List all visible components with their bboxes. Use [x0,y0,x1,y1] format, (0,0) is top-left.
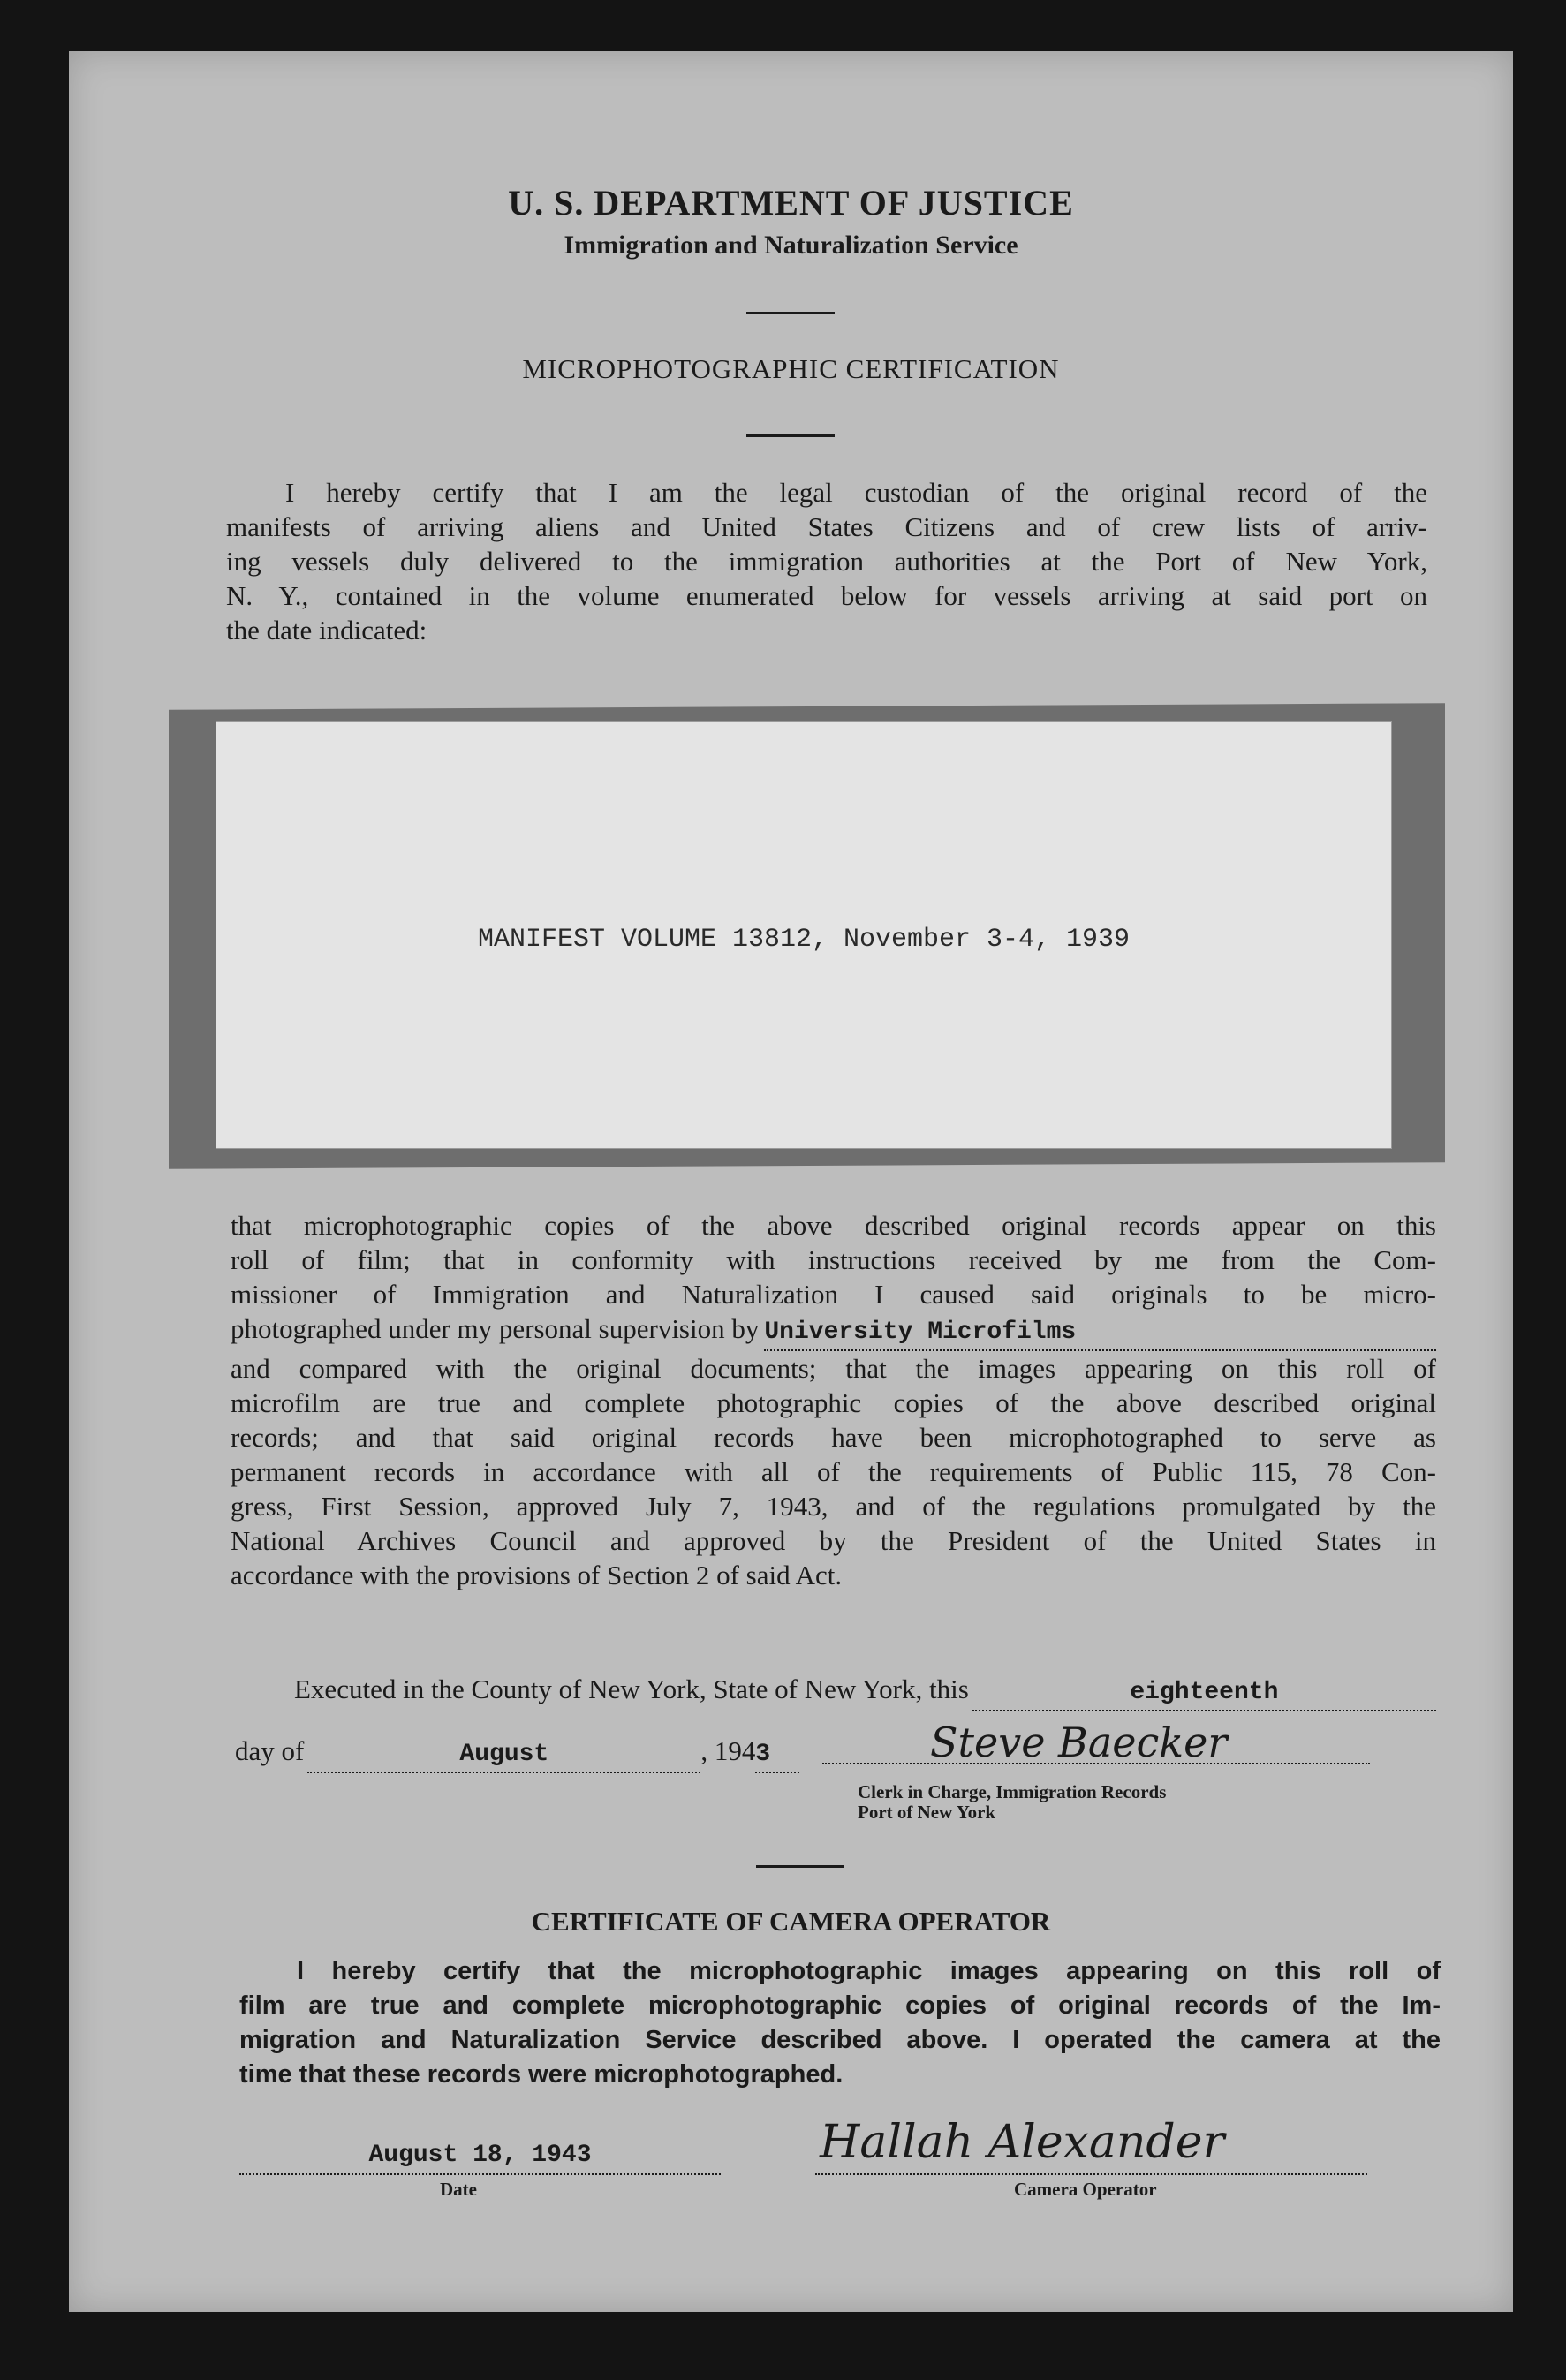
operator-signature: Hallah Alexander [820,2116,1225,2169]
clerk-title-line2: Port of New York [858,1802,996,1823]
date-label: Date [440,2179,477,2200]
header-divider [746,312,835,314]
executed-line [294,1672,1436,1711]
certificate-sheet [69,51,1513,2312]
clerk-title-line1: Clerk in Charge, Immigration Records [858,1781,1167,1802]
intro-line: I hereby certify that I am the legal custodian of the original record of the [285,477,1427,508]
body-line: missioner of Immigration and Naturalization I caused said originals to be micro- [231,1279,1436,1310]
date-value: August 18, 1943 [368,2142,592,2169]
intro-paragraph [226,475,1427,647]
body-line: that microphotographic copies of the above described original records appear on this [231,1210,1436,1241]
body-line: roll of film; that in conformity with instructions received by me from the Com- [231,1244,1436,1275]
month-value: August [459,1741,549,1768]
executed-day-value: eighteenth [1130,1679,1279,1706]
date-field [239,2138,721,2175]
body-line: accordance with the provisions of Section 2 of said Act. [231,1560,843,1590]
executed-day-field [972,1672,1436,1711]
year-prefix: , 194 [700,1735,756,1766]
intro-line: ing vessels duly delivered to the immigration authorities at the Port of New York, [226,546,1427,577]
day-of-line [235,1734,906,1773]
body-line: and compared with the original documents; that the images appearing on this roll of [231,1353,1436,1384]
supervision-line [231,1311,1436,1351]
supervision-field [764,1311,1436,1351]
day-of-label: day of [235,1735,305,1766]
body-line: records; and that said original records have been microphotographed to serve as [231,1422,1436,1453]
operator-label: Camera Operator [1014,2179,1157,2200]
supervision-prefix: photographed under my personal supervision by [231,1313,760,1344]
department-title: U. S. DEPARTMENT OF JUSTICE [508,183,1074,223]
body-paragraph [231,1208,1436,1592]
camera-certificate-title: CERTIFICATE OF CAMERA OPERATOR [531,1906,1051,1937]
camera-line: film are true and complete microphotographic copies of original records of the Im- [239,1991,1441,2020]
year-digit: 3 [755,1741,771,1768]
manifest-volume-text: MANIFEST VOLUME 13812, November 3-4, 1939 [477,925,1131,955]
clerk-title [858,1782,1166,1823]
camera-line: time that these records were microphotographed. [239,2060,844,2089]
camera-divider [756,1865,844,1868]
supervision-by-value: University Microfilms [764,1318,1077,1346]
month-field [307,1734,700,1773]
title-divider [746,434,835,437]
operator-signature-line [815,2173,1367,2175]
camera-paragraph [239,1954,1441,2092]
service-subtitle: Immigration and Naturalization Service [564,230,1018,260]
certification-title: MICROPHOTOGRAPHIC CERTIFICATION [522,353,1060,384]
body-line: permanent records in accordance with all of the requirements of Public 115, 78 Con- [231,1456,1436,1487]
intro-line: the date indicated: [226,615,427,646]
manifest-slip [216,721,1392,1149]
intro-line: N. Y., contained in the volume enumerated below for vessels arriving at said port on [226,580,1427,611]
intro-line: manifests of arriving aliens and United States Citizens and of crew lists of arriv- [226,511,1427,542]
body-line: microfilm are true and complete photographic copies of the above described original [231,1387,1436,1418]
year-field [755,1734,799,1773]
body-line: gress, First Session, approved July 7, 1943, and of the regulations promulgated by the [231,1491,1436,1522]
camera-line: I hereby certify that the microphotographic images appearing on this roll of [297,1957,1441,1985]
clerk-signature: Steve Baecker [930,1719,1228,1766]
body-line: National Archives Council and approved by the President of the United States in [231,1525,1436,1556]
camera-line: migration and Naturalization Service described above. I operated the camera at the [239,2026,1441,2054]
executed-prefix: Executed in the County of New York, State of New York, this [294,1674,969,1704]
